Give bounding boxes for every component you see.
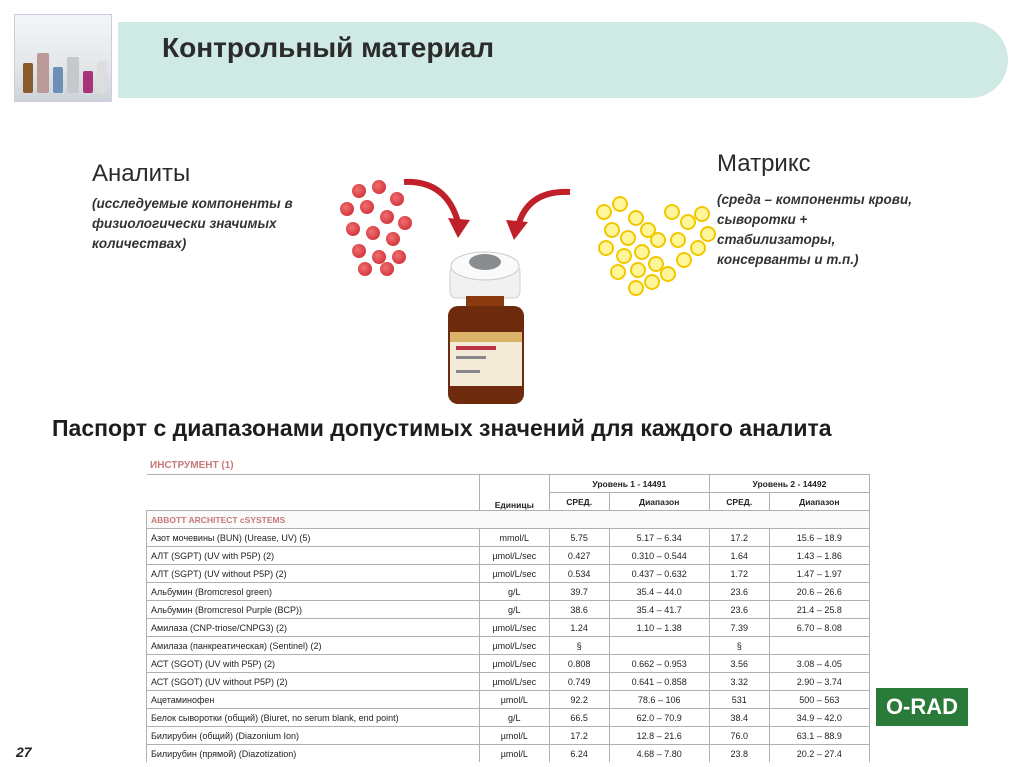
red-particle <box>366 226 380 240</box>
range1-cell <box>609 637 709 655</box>
table-row <box>147 727 870 745</box>
mean1-cell: 0.427 <box>549 547 609 565</box>
range-high: 18.9 <box>824 532 842 543</box>
mean2-cell: 3.56 <box>709 655 769 673</box>
analytes-heading: Аналиты <box>92 160 191 187</box>
range-dash: – <box>654 658 665 669</box>
range-dash: – <box>654 748 665 759</box>
unit-cell: µmol/L/sec <box>479 619 549 637</box>
range-low: 21.4 <box>796 604 815 615</box>
mean2-cell: 38.4 <box>709 709 769 727</box>
mean1-cell: 92.2 <box>549 691 609 709</box>
range-dash: – <box>654 730 665 741</box>
range-high: 1.86 <box>824 550 842 561</box>
range-dash: – <box>654 550 665 561</box>
range-high: 42.0 <box>824 712 842 723</box>
brand-logo: O-RAD <box>876 688 968 726</box>
range2-cell <box>769 619 869 637</box>
range-high: 4.05 <box>824 658 842 669</box>
mean1-cell: 5.75 <box>549 529 609 547</box>
range-high: 563 <box>824 694 840 705</box>
range-dash: – <box>814 532 825 543</box>
matrix-heading: Матрикс <box>717 150 811 177</box>
red-particle <box>346 222 360 236</box>
range-low: 0.437 <box>631 568 655 579</box>
mean2-cell: 3.32 <box>709 673 769 691</box>
range2-cell <box>769 655 869 673</box>
range-low: 0.310 <box>631 550 655 561</box>
yellow-particle <box>620 230 636 246</box>
range2-cell <box>769 637 869 655</box>
range2-cell <box>769 709 869 727</box>
name-cell: АЛТ (SGPT) (UV without P5P) (2) <box>147 565 480 583</box>
mean1-cell: 0.808 <box>549 655 609 673</box>
table-row <box>147 565 870 583</box>
unit-cell: g/L <box>479 583 549 601</box>
table-row <box>147 529 870 547</box>
mean2-cell: 1.64 <box>709 547 769 565</box>
table-row <box>147 745 870 763</box>
table-row <box>147 619 870 637</box>
control-vial <box>442 236 532 408</box>
range-dash: – <box>814 694 825 705</box>
range-high: 8.08 <box>824 622 842 633</box>
range-low: 15.6 <box>796 532 815 543</box>
mean2-cell: § <box>709 637 769 655</box>
mean2-cell: 531 <box>709 691 769 709</box>
page-title: Контрольный материал <box>162 32 495 63</box>
range-high: 44.0 <box>664 586 682 597</box>
range-low: 20.6 <box>796 586 815 597</box>
range-low: 3.08 <box>796 658 815 669</box>
mean1-cell: 17.2 <box>549 727 609 745</box>
mean2-cell: 1.72 <box>709 565 769 583</box>
range-dash: – <box>814 604 825 615</box>
red-particle <box>360 200 374 214</box>
range-low: 1.47 <box>796 568 815 579</box>
range-dash: – <box>814 676 825 687</box>
table-row <box>147 637 870 655</box>
yellow-particle <box>596 204 612 220</box>
name-cell: Амилаза (панкреатическая) (Sentinel) (2) <box>147 637 480 655</box>
table-row <box>147 655 870 673</box>
analytes-description: (исследуемые компоненты в физиологически значимых количествах) <box>92 196 293 251</box>
units-header: Единицы <box>479 475 549 511</box>
mean1-cell: § <box>549 637 609 655</box>
range1-cell <box>609 709 709 727</box>
range-high: 27.4 <box>824 748 842 759</box>
yellow-particle <box>630 262 646 278</box>
range2-header: Диапазон <box>769 493 869 511</box>
range1-cell <box>609 619 709 637</box>
range2-cell <box>769 745 869 763</box>
range-low: 1.10 <box>636 622 655 633</box>
level1-header: Уровень 1 - 14491 <box>549 475 709 493</box>
range-high: 0.953 <box>664 658 687 669</box>
range-high: 6.34 <box>664 532 682 543</box>
table-row <box>147 709 870 727</box>
range-high: 70.9 <box>664 712 682 723</box>
unit-cell: µmol/L/sec <box>479 547 549 565</box>
range-low: 2.90 <box>796 676 815 687</box>
name-cell: Альбумин (Bromcresol Purple (BCP)) <box>147 601 480 619</box>
mean1-cell: 38.6 <box>549 601 609 619</box>
range1-cell <box>609 583 709 601</box>
range-low: 20.2 <box>796 748 815 759</box>
yellow-particle <box>700 226 716 242</box>
range-high: 26.6 <box>824 586 842 597</box>
table-row <box>147 601 870 619</box>
range-dash: – <box>814 550 825 561</box>
range-low: 0.641 <box>631 676 655 687</box>
yellow-particle <box>634 244 650 260</box>
range2-cell <box>769 673 869 691</box>
mean2-cell: 23.6 <box>709 583 769 601</box>
range-dash: – <box>654 532 665 543</box>
range2-cell <box>769 565 869 583</box>
name-cell: Ацетаминофен <box>147 691 480 709</box>
range-dash: – <box>814 730 825 741</box>
range-high: 41.7 <box>664 604 682 615</box>
range1-cell <box>609 673 709 691</box>
mean1-cell: 1.24 <box>549 619 609 637</box>
range-dash: – <box>814 622 825 633</box>
range-low: 5.17 <box>636 532 655 543</box>
left-arrow-icon <box>398 172 478 242</box>
name-cell: Билирубин (общий) (Diazonium Ion) <box>147 727 480 745</box>
table-row <box>147 583 870 601</box>
mean2-cell: 23.6 <box>709 601 769 619</box>
unit-cell: g/L <box>479 709 549 727</box>
yellow-particle <box>664 204 680 220</box>
range-high: 0.544 <box>664 550 687 561</box>
name-cell: Амилаза (CNP-triose/CNPG3) (2) <box>147 619 480 637</box>
range-low: 0.662 <box>631 658 655 669</box>
unit-cell: mmol/L <box>479 529 549 547</box>
name-cell: Азот мочевины (BUN) (Urease, UV) (5) <box>147 529 480 547</box>
name-cell: АСТ (SGOT) (UV without P5P) (2) <box>147 673 480 691</box>
range-low: 35.4 <box>636 586 655 597</box>
range-low: 500 <box>799 694 815 705</box>
unit-cell: µmol/L/sec <box>479 655 549 673</box>
unit-cell: g/L <box>479 601 549 619</box>
name-cell: Белок сыворотки (общий) (Biuret, no serum blank, end point) <box>147 709 480 727</box>
range-low: 4.68 <box>636 748 655 759</box>
name-cell: АСТ (SGOT) (UV with P5P) (2) <box>147 655 480 673</box>
yellow-particle <box>612 196 628 212</box>
unit-cell: µmol/L/sec <box>479 637 549 655</box>
range-dash: – <box>654 676 665 687</box>
range-dash: – <box>814 712 825 723</box>
range-low: 6.70 <box>796 622 815 633</box>
mean1-header: СРЕД. <box>549 493 609 511</box>
range-dash: – <box>654 604 665 615</box>
range-dash: – <box>654 712 665 723</box>
name-cell: АЛТ (SGPT) (UV with P5P) (2) <box>147 547 480 565</box>
range1-cell <box>609 691 709 709</box>
mean1-cell: 0.749 <box>549 673 609 691</box>
range-low: 12.8 <box>636 730 655 741</box>
reference-table <box>146 458 870 762</box>
range1-cell <box>609 601 709 619</box>
range-high: 106 <box>665 694 681 705</box>
mean1-cell: 6.24 <box>549 745 609 763</box>
range2-cell <box>769 601 869 619</box>
yellow-particle <box>604 222 620 238</box>
mean2-header: СРЕД. <box>709 493 769 511</box>
unit-cell: µmol/L/sec <box>479 673 549 691</box>
range1-cell <box>609 655 709 673</box>
yellow-particle <box>628 280 644 296</box>
range-high: 3.74 <box>824 676 842 687</box>
range-high: 7.80 <box>664 748 682 759</box>
range1-cell <box>609 745 709 763</box>
yellow-particle <box>610 264 626 280</box>
yellow-particle <box>670 232 686 248</box>
mean2-cell: 23.8 <box>709 745 769 763</box>
unit-cell: µmol/L <box>479 745 549 763</box>
level2-header: Уровень 2 - 14492 <box>709 475 869 493</box>
yellow-particle <box>616 248 632 264</box>
range-high: 0.632 <box>664 568 687 579</box>
table-row <box>147 691 870 709</box>
range-dash: – <box>814 568 825 579</box>
range-dash: – <box>814 748 825 759</box>
mean1-cell: 39.7 <box>549 583 609 601</box>
name-cell: Билирубин (прямой) (Diazotization) <box>147 745 480 763</box>
yellow-particle <box>598 240 614 256</box>
red-particle <box>372 180 386 194</box>
red-particle <box>352 244 366 258</box>
range2-cell <box>769 691 869 709</box>
unit-cell: µmol/L/sec <box>479 565 549 583</box>
range-high: 21.6 <box>664 730 682 741</box>
name-cell: Альбумин (Bromcresol green) <box>147 583 480 601</box>
range-dash: – <box>654 568 665 579</box>
range-dash: – <box>654 622 665 633</box>
yellow-particle <box>676 252 692 268</box>
range2-cell <box>769 583 869 601</box>
red-particle <box>380 210 394 224</box>
range1-cell <box>609 727 709 745</box>
range-dash: – <box>654 586 665 597</box>
red-particle <box>352 184 366 198</box>
matrix-description: (среда – компоненты крови, сыворотки + стабилизаторы, консерванты и т.п.) <box>717 192 912 267</box>
range1-header: Диапазон <box>609 493 709 511</box>
range-low: 1.43 <box>796 550 815 561</box>
range-high: 1.97 <box>824 568 842 579</box>
mean2-cell: 76.0 <box>709 727 769 745</box>
yellow-particle <box>644 274 660 290</box>
red-particle <box>380 262 394 276</box>
passport-title: Паспорт с диапазонами допустимых значений для каждого аналита <box>52 415 832 441</box>
yellow-particle <box>690 240 706 256</box>
yellow-particle <box>694 206 710 222</box>
yellow-particle <box>660 266 676 282</box>
red-particle <box>340 202 354 216</box>
range-high: 0.858 <box>664 676 687 687</box>
name-header <box>147 475 480 511</box>
header-photo <box>14 14 112 102</box>
table-row <box>147 673 870 691</box>
yellow-particle <box>650 232 666 248</box>
instrument-label: ИНСТРУМЕНТ (1) <box>150 460 234 471</box>
range2-cell <box>769 727 869 745</box>
mean1-cell: 66.5 <box>549 709 609 727</box>
range-low: 78.6 <box>637 694 656 705</box>
red-particle <box>358 262 372 276</box>
range1-cell <box>609 529 709 547</box>
mean2-cell: 7.39 <box>709 619 769 637</box>
range-high: 88.9 <box>824 730 842 741</box>
red-particle <box>392 250 406 264</box>
range-dash: – <box>814 658 825 669</box>
table-row <box>147 547 870 565</box>
range-high: 1.38 <box>664 622 682 633</box>
range2-cell <box>769 529 869 547</box>
range2-cell <box>769 547 869 565</box>
range-dash: – <box>814 586 825 597</box>
range-low: 62.0 <box>636 712 655 723</box>
range1-cell <box>609 547 709 565</box>
unit-cell: µmol/L <box>479 727 549 745</box>
range1-cell <box>609 565 709 583</box>
range-high: 25.8 <box>824 604 842 615</box>
mean2-cell: 17.2 <box>709 529 769 547</box>
mean1-cell: 0.534 <box>549 565 609 583</box>
range-low: 35.4 <box>636 604 655 615</box>
section-label: ABBOTT ARCHITECT cSYSTEMS <box>147 511 870 529</box>
right-arrow-icon <box>498 182 578 242</box>
range-low: 63.1 <box>796 730 815 741</box>
unit-cell: µmol/L <box>479 691 549 709</box>
range-dash: – <box>655 694 666 705</box>
range-low: 34.9 <box>796 712 815 723</box>
slide-number: 27 <box>16 744 32 760</box>
